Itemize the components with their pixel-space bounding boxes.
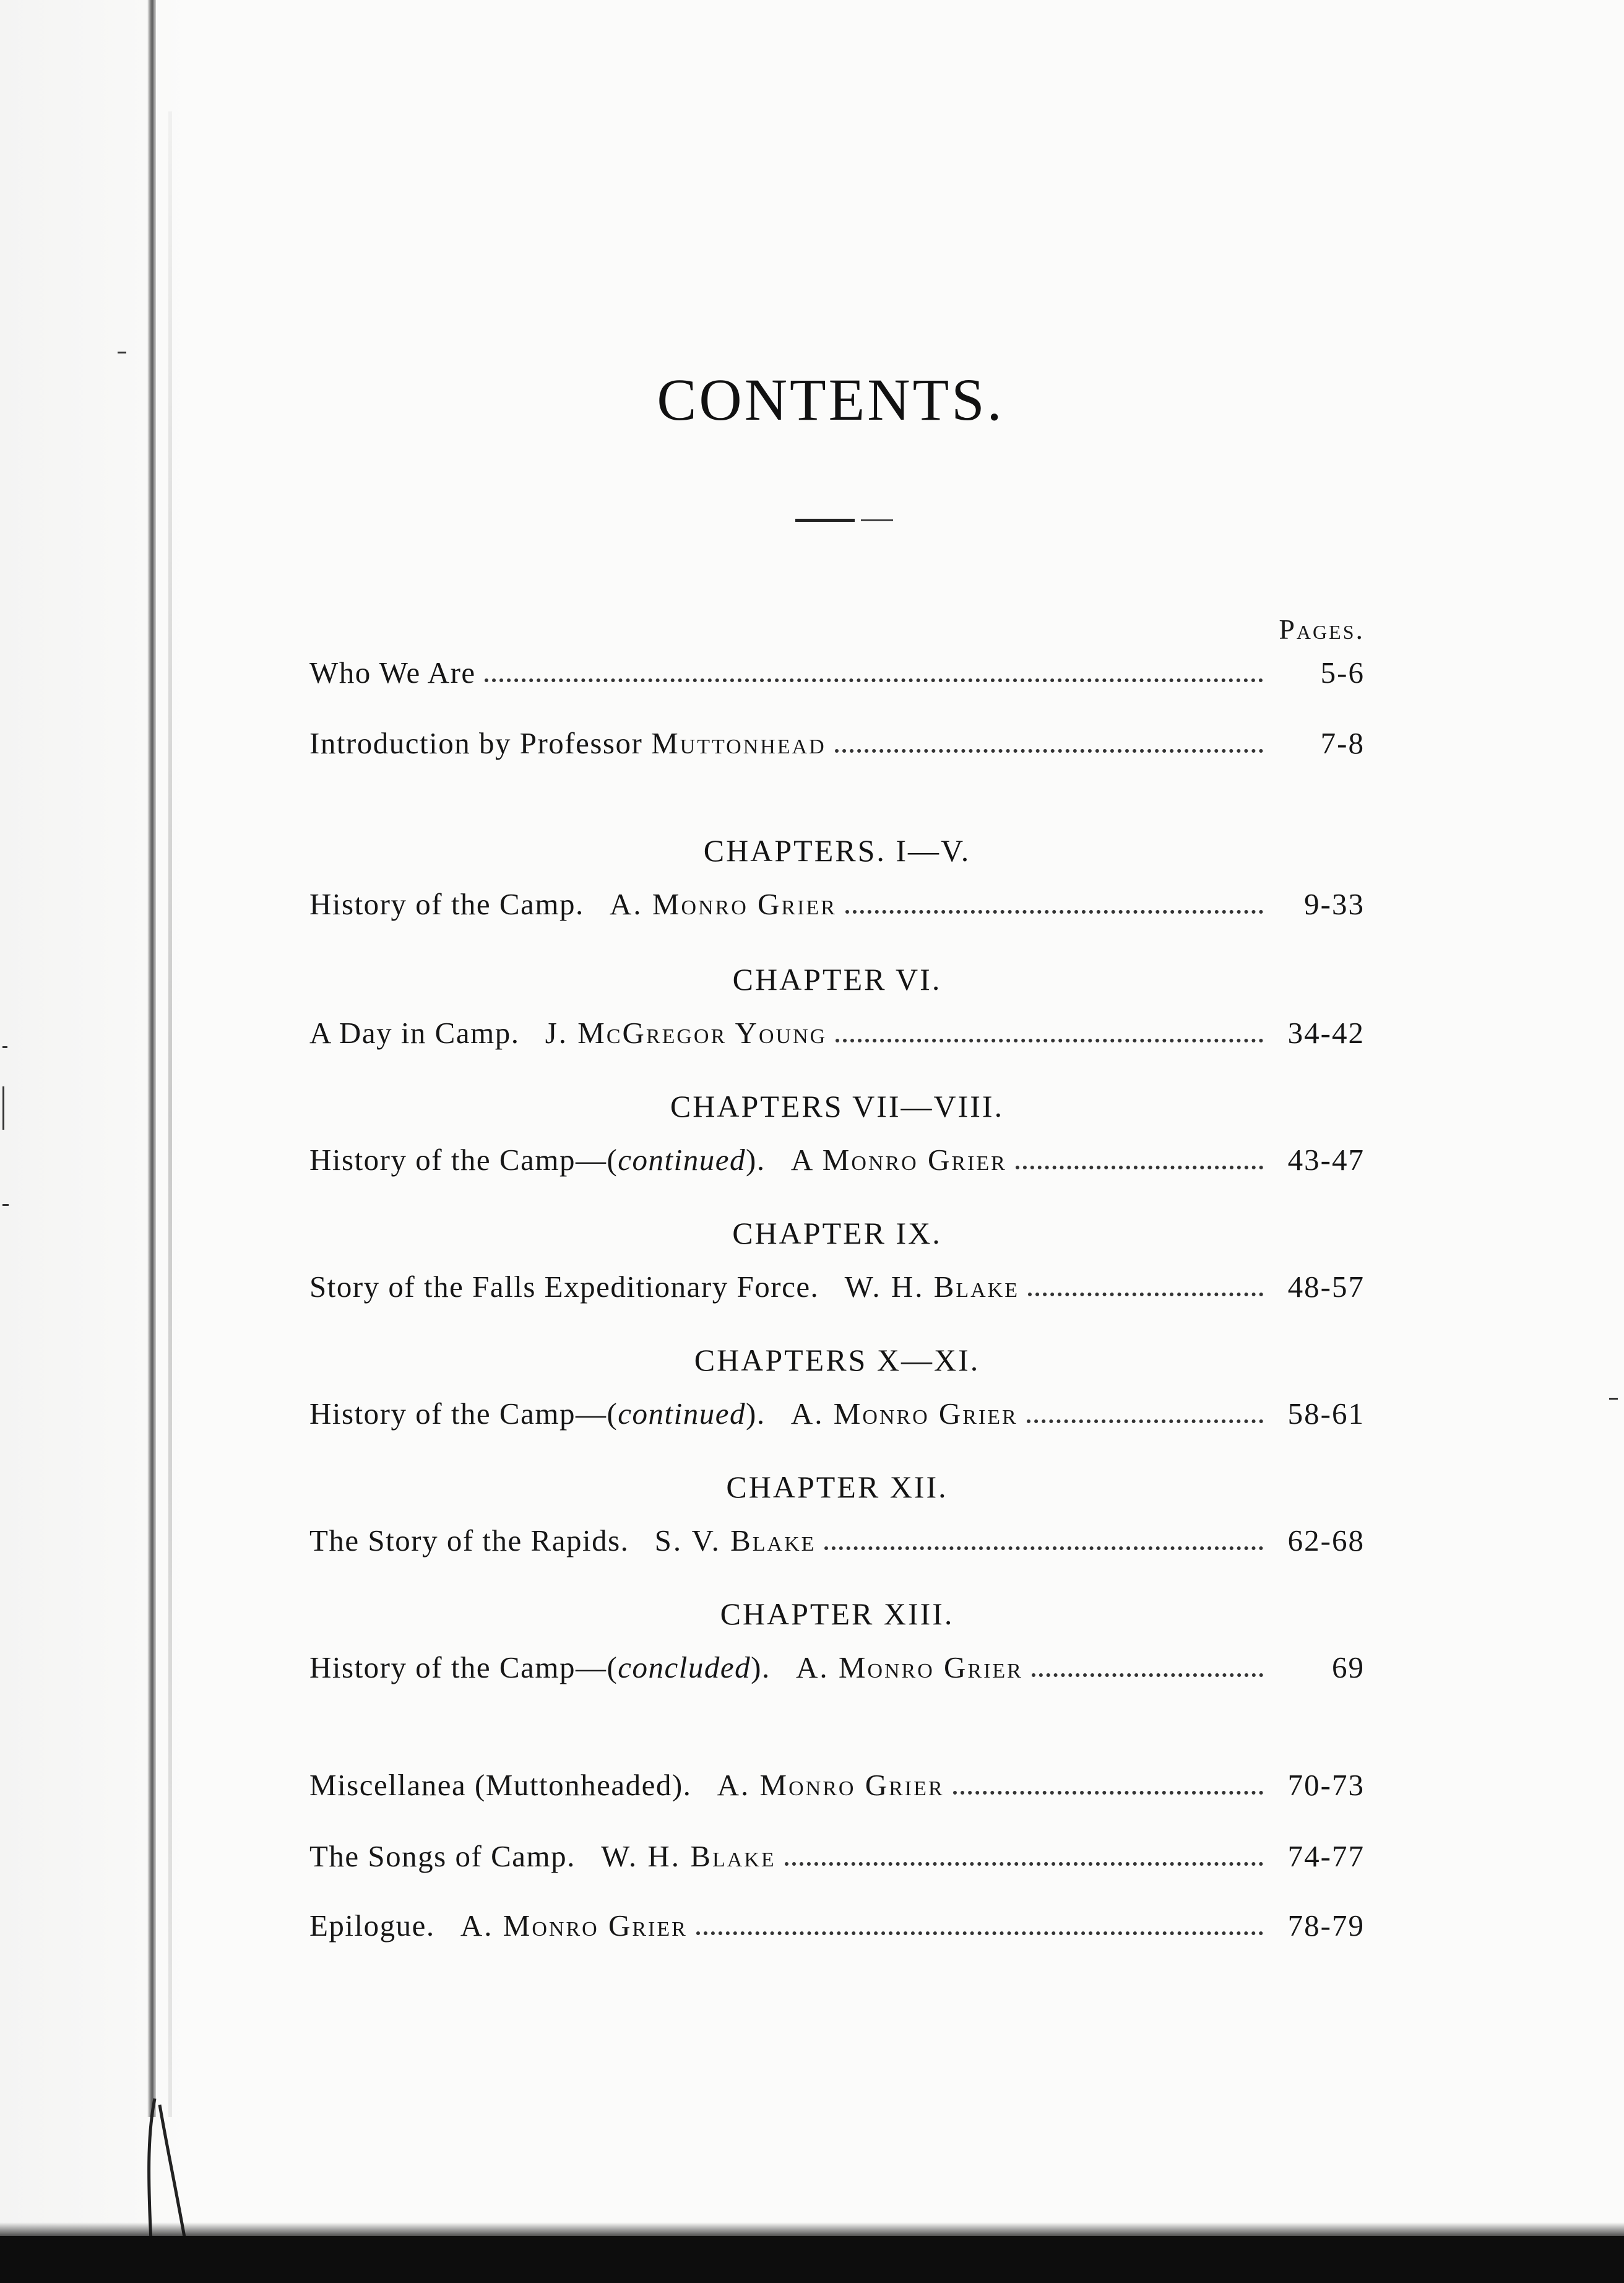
toc-entry-author: W. H. Blake	[601, 1839, 776, 1873]
toc-page-number: 62-68	[1287, 1523, 1365, 1557]
scan-bottom-shadow	[0, 2222, 1624, 2237]
toc-entry	[309, 1650, 1365, 1689]
chapter-heading: CHAPTERS. I—V.	[703, 833, 971, 868]
toc-entry-title: History of the Camp—(continued). A. Monro Grier	[309, 1397, 1018, 1431]
toc-page-number: 43-47	[1287, 1143, 1365, 1177]
margin-mark	[2, 1204, 9, 1206]
chapter-heading: CHAPTER XIII.	[720, 1596, 954, 1631]
dot-leader	[824, 1546, 1263, 1550]
toc-entry-author: A. Monro Grier	[795, 1650, 1023, 1684]
dot-leader	[835, 749, 1263, 753]
dot-leader	[1016, 1166, 1263, 1169]
dot-leader	[1028, 1293, 1263, 1296]
toc-entry-author: W. H. Blake	[844, 1270, 1020, 1304]
dot-leader	[845, 910, 1263, 914]
toc-entry	[309, 886, 1365, 926]
toc-page-number: 69	[1332, 1650, 1365, 1684]
toc-entry	[309, 655, 1365, 695]
toc-entry	[309, 1015, 1365, 1055]
binding-edge-shading	[0, 0, 186, 2283]
margin-mark	[1609, 1398, 1618, 1400]
dot-leader	[1027, 1419, 1263, 1423]
toc-entry-author: J. McGregor Young	[545, 1016, 827, 1050]
page-title: CONTENTS.	[657, 366, 1004, 433]
dot-leader	[836, 1039, 1263, 1042]
pages-column-header: Pages.	[1279, 613, 1365, 645]
toc-entry-author: A Monro Grier	[790, 1143, 1007, 1177]
margin-mark	[2, 1086, 4, 1130]
chapter-heading: CHAPTER IX.	[732, 1216, 942, 1250]
toc-page-number: 78-79	[1287, 1908, 1365, 1943]
toc-entry	[309, 1908, 1365, 1947]
chapter-heading: CHAPTERS VII—VIII.	[670, 1089, 1004, 1124]
binding-line	[147, 0, 156, 2117]
dot-leader	[785, 1862, 1263, 1866]
toc-entry-title: Epilogue. A. Monro Grier	[309, 1908, 688, 1943]
dot-leader	[696, 1931, 1263, 1935]
toc-entry	[309, 1396, 1365, 1436]
scan-bottom-border	[0, 2236, 1624, 2283]
margin-mark	[118, 352, 126, 353]
toc-entry-title: Introduction by Professor Muttonhead	[309, 726, 826, 760]
chapter-heading: CHAPTER XII.	[726, 1470, 948, 1504]
toc-page-number: 9-33	[1304, 887, 1365, 921]
toc-entry	[309, 726, 1365, 765]
toc-page-number: 34-42	[1287, 1016, 1365, 1050]
toc-entry-title: The Songs of Camp. W. H. Blake	[309, 1839, 776, 1873]
toc-page-number: 58-61	[1287, 1397, 1365, 1431]
dot-leader	[1032, 1673, 1263, 1677]
toc-entry-title: Story of the Falls Expeditionary Force. W. H. Blake	[309, 1270, 1020, 1304]
toc-entry-title: History of the Camp—(concluded). A. Monro Grier	[309, 1650, 1023, 1684]
toc-page-number: 7-8	[1320, 726, 1365, 760]
toc-entry	[309, 1142, 1365, 1182]
title-rule	[795, 519, 893, 522]
toc-entry	[309, 1523, 1365, 1562]
toc-entry-title: History of the Camp—(continued). A Monro Grier	[309, 1143, 1007, 1177]
toc-page-number: 74-77	[1287, 1839, 1365, 1873]
toc-entry-title: The Story of the Rapids. S. V. Blake	[309, 1523, 816, 1557]
toc-entry-title: History of the Camp. A. Monro Grier	[309, 887, 837, 921]
dot-leader	[485, 678, 1263, 682]
toc-page-number: 70-73	[1287, 1768, 1365, 1802]
toc-entry-author: A. Monro Grier	[790, 1397, 1018, 1431]
toc-entry-author: A. Monro Grier	[717, 1768, 944, 1802]
chapter-heading: CHAPTERS X—XI.	[694, 1343, 980, 1377]
toc-entry	[309, 1839, 1365, 1878]
dot-leader	[953, 1791, 1263, 1795]
toc-page-number: 5-6	[1320, 656, 1365, 690]
toc-entry-author: Muttonhead	[651, 726, 826, 760]
toc-entry-title: Who We Are	[309, 656, 476, 690]
toc-page-number: 48-57	[1287, 1270, 1365, 1304]
toc-entry-author: A. Monro Grier	[609, 887, 837, 921]
toc-entry-author: A. Monro Grier	[460, 1908, 688, 1943]
margin-mark	[2, 1046, 7, 1048]
toc-entry-title: A Day in Camp. J. McGregor Young	[309, 1016, 827, 1050]
chapter-heading: CHAPTER VI.	[732, 962, 942, 997]
toc-entry	[309, 1767, 1365, 1807]
toc-entry	[309, 1269, 1365, 1309]
toc-entry-author: S. V. Blake	[654, 1523, 816, 1557]
toc-entry-title: Miscellanea (Muttonheaded). A. Monro Grier	[309, 1768, 944, 1802]
